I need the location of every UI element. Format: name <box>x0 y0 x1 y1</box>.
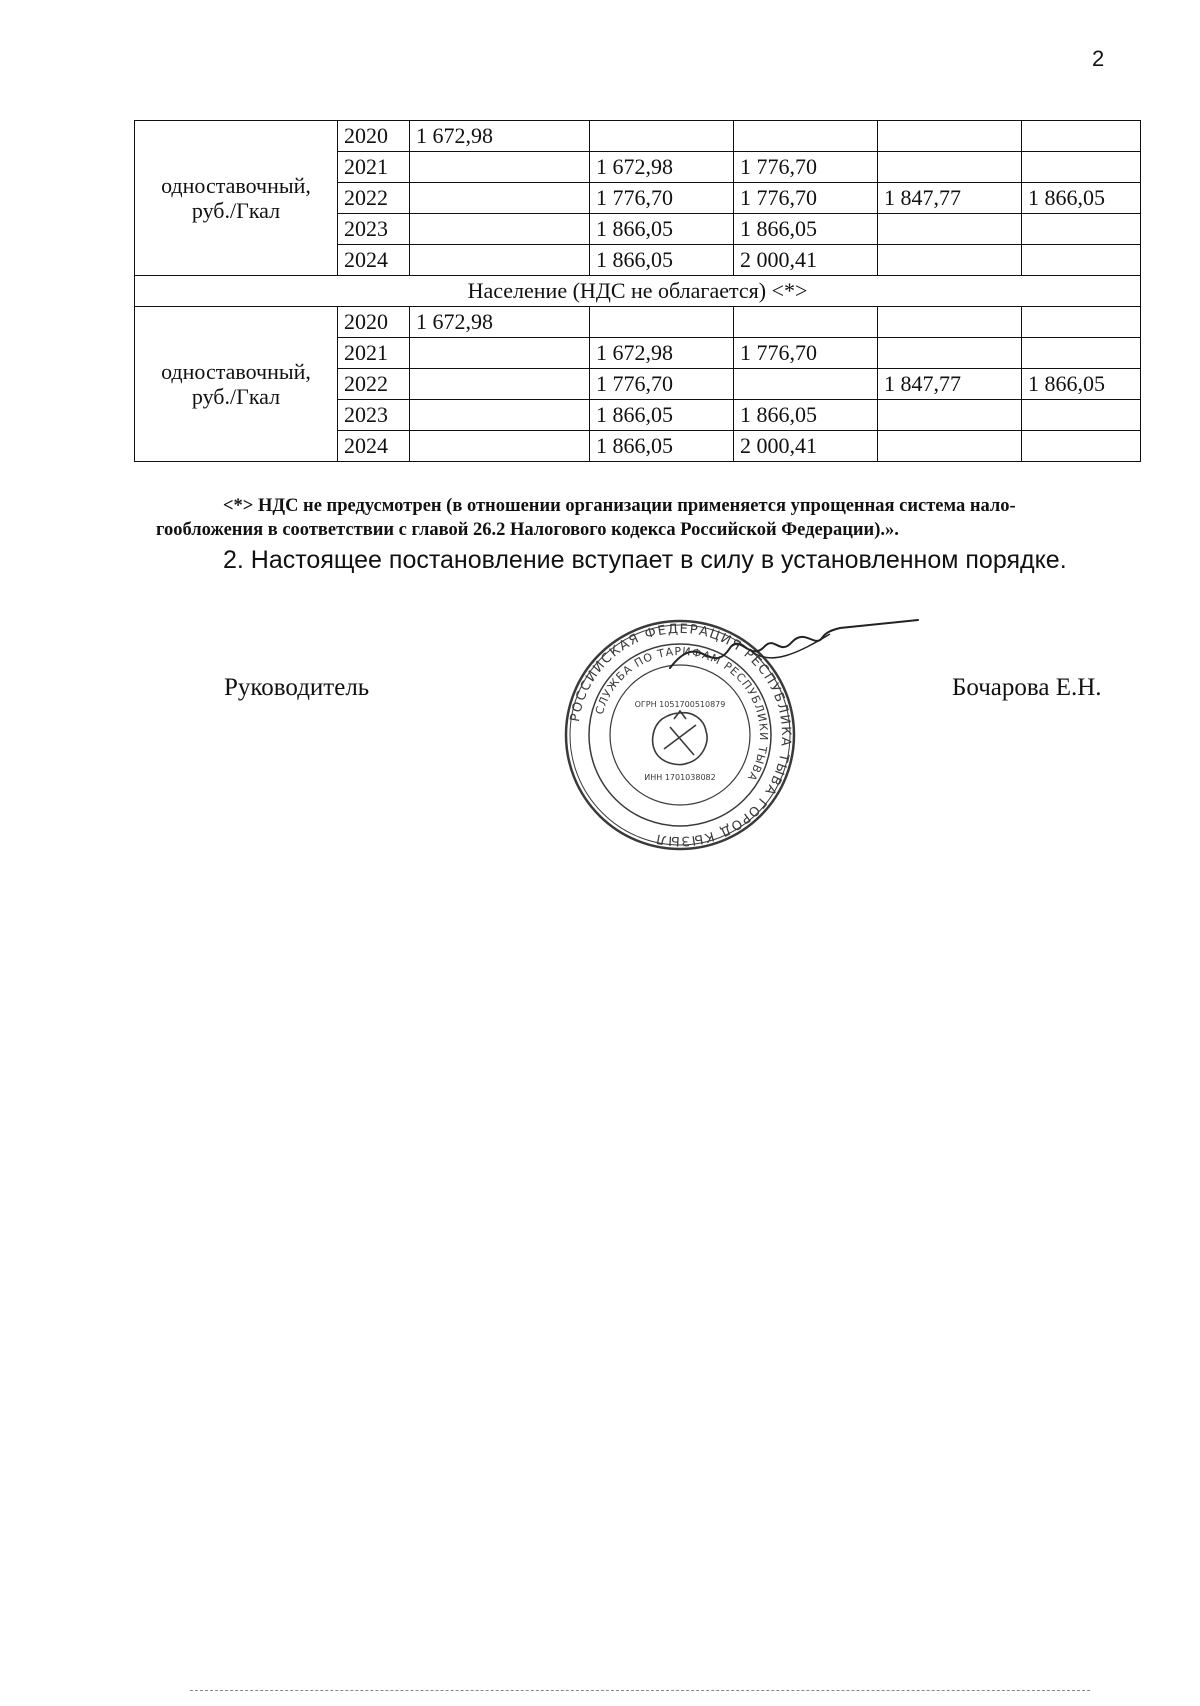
value-cell <box>410 338 590 369</box>
value-cell <box>1022 400 1141 431</box>
value-cell <box>590 307 734 338</box>
value-cell <box>878 431 1022 462</box>
value-cell <box>878 152 1022 183</box>
value-cell: 1 776,70 <box>734 183 878 214</box>
section-row <box>135 276 1141 307</box>
rate-type-label <box>135 121 338 276</box>
section-title: Население (НДС не облагается) <*> <box>135 276 1141 307</box>
footnote-line: <*> НДС не предусмотрен (в отношении организации применяется упрощенная система нало- <box>223 496 1016 516</box>
year-cell: 2023 <box>338 400 410 431</box>
page-number: 2 <box>1092 46 1105 71</box>
value-cell <box>878 121 1022 152</box>
year-cell: 2024 <box>338 245 410 276</box>
value-cell <box>878 307 1022 338</box>
rate-type-line: одноставочный, <box>161 173 311 198</box>
value-cell: 1 776,70 <box>734 152 878 183</box>
footnote-line: гообложения в соответствии с главой 26.2 Налогового кодекса Российской Федерации).». <box>156 520 899 540</box>
value-cell: 1 776,70 <box>590 183 734 214</box>
value-cell: 1 847,77 <box>878 183 1022 214</box>
table-row <box>135 121 1141 152</box>
value-cell <box>1022 214 1141 245</box>
value-cell <box>1022 338 1141 369</box>
value-cell: 1 847,77 <box>878 369 1022 400</box>
value-cell <box>878 338 1022 369</box>
value-cell <box>734 121 878 152</box>
value-cell <box>734 307 878 338</box>
signer-name: Бочарова Е.Н. <box>952 674 1102 701</box>
year-cell: 2021 <box>338 152 410 183</box>
value-cell <box>878 214 1022 245</box>
rate-type-label <box>135 307 338 462</box>
value-cell: 2 000,41 <box>734 431 878 462</box>
value-cell <box>1022 431 1141 462</box>
value-cell <box>1022 152 1141 183</box>
signer-role: Руководитель <box>224 674 370 701</box>
stamp-inner-text: СЛУЖБА ПО ТАРИФАМ РЕСПУБЛИКИ ТЫВА <box>592 644 771 784</box>
value-cell: 2 000,41 <box>734 245 878 276</box>
value-cell <box>410 431 590 462</box>
value-cell: 1 672,98 <box>590 338 734 369</box>
vat-footnote <box>156 494 1122 542</box>
value-cell: 1 866,05 <box>734 214 878 245</box>
year-cell: 2020 <box>338 307 410 338</box>
value-cell <box>410 214 590 245</box>
year-cell: 2022 <box>338 369 410 400</box>
value-cell: 1 866,05 <box>590 214 734 245</box>
value-cell: 1 866,05 <box>590 400 734 431</box>
value-cell <box>878 245 1022 276</box>
value-cell <box>590 121 734 152</box>
value-cell <box>1022 307 1141 338</box>
value-cell: 1 866,05 <box>1022 369 1141 400</box>
rate-type-line: одноставочный, <box>161 359 311 384</box>
year-cell: 2020 <box>338 121 410 152</box>
value-cell <box>410 152 590 183</box>
value-cell <box>1022 121 1141 152</box>
value-cell: 1 866,05 <box>734 400 878 431</box>
value-cell <box>410 183 590 214</box>
rate-unit-line: руб./Гкал <box>191 384 281 409</box>
value-cell: 1 866,05 <box>590 245 734 276</box>
year-cell: 2021 <box>338 338 410 369</box>
stamp-inn: ИНН 1701038082 <box>644 773 716 782</box>
value-cell: 1 776,70 <box>590 369 734 400</box>
signature-icon <box>600 608 920 698</box>
value-cell <box>1022 245 1141 276</box>
value-cell <box>734 369 878 400</box>
value-cell: 1 866,05 <box>590 431 734 462</box>
value-cell <box>410 245 590 276</box>
stamp-ogrn: ОГРН 1051700510879 <box>634 700 726 709</box>
value-cell <box>878 400 1022 431</box>
year-cell: 2023 <box>338 214 410 245</box>
value-cell <box>410 369 590 400</box>
value-cell: 1 672,98 <box>410 307 590 338</box>
value-cell: 1 866,05 <box>1022 183 1141 214</box>
table-row <box>135 307 1141 338</box>
tariff-table <box>134 120 1141 462</box>
coat-of-arms-icon <box>653 711 707 765</box>
year-cell: 2022 <box>338 183 410 214</box>
effective-clause: 2. Настоящее постановление вступает в силу в установленном порядке. <box>223 546 1067 574</box>
value-cell: 1 776,70 <box>734 338 878 369</box>
value-cell <box>410 400 590 431</box>
value-cell: 1 672,98 <box>410 121 590 152</box>
bottom-rule <box>190 1690 1090 1691</box>
year-cell: 2024 <box>338 431 410 462</box>
rate-unit-line: руб./Гкал <box>191 198 281 223</box>
value-cell: 1 672,98 <box>590 152 734 183</box>
stamp-outer-text: РОССИЙСКАЯ ФЕДЕРАЦИЯ РЕСПУБЛИКА ТЫВА ГОРОД КЫЗЫЛ <box>567 621 794 849</box>
